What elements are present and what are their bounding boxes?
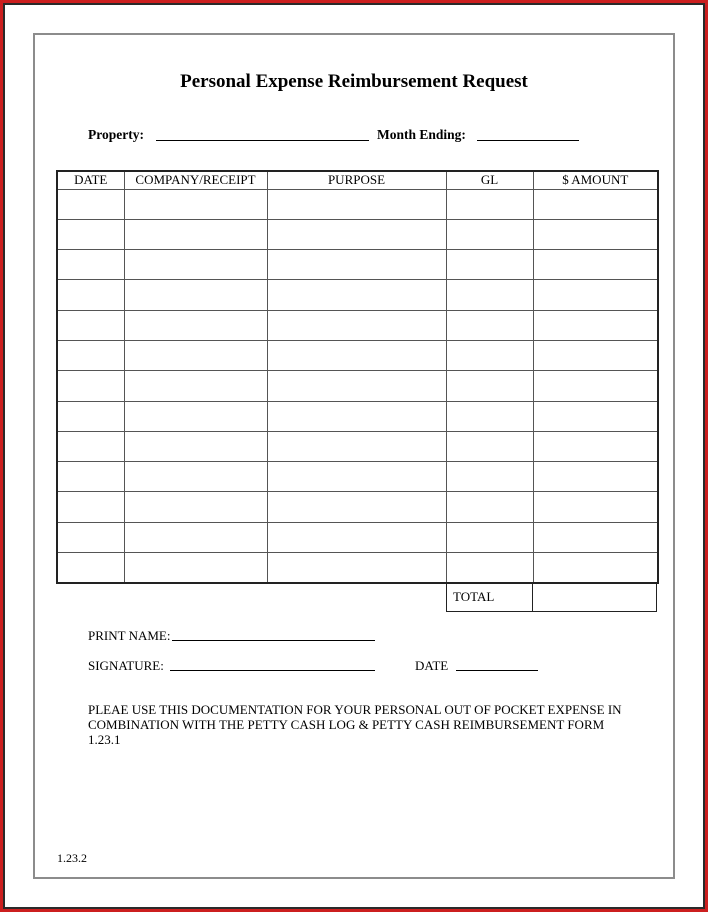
amount-cell[interactable] (533, 553, 658, 583)
amount-cell[interactable] (533, 280, 658, 310)
column-header-gl: GL (446, 171, 533, 189)
company-receipt-cell[interactable] (124, 310, 267, 340)
print-name-field[interactable] (172, 640, 375, 641)
gl-cell[interactable] (446, 401, 533, 431)
company-receipt-cell[interactable] (124, 492, 267, 522)
amount-cell[interactable] (533, 431, 658, 461)
company-receipt-cell[interactable] (124, 280, 267, 310)
instructions-note (88, 702, 648, 747)
company-receipt-cell[interactable] (124, 250, 267, 280)
date-cell[interactable] (57, 462, 124, 492)
table-row (57, 280, 658, 310)
company-receipt-cell[interactable] (124, 431, 267, 461)
expense-table (56, 170, 659, 584)
date-cell[interactable] (57, 250, 124, 280)
gl-cell[interactable] (446, 219, 533, 249)
purpose-cell[interactable] (267, 522, 446, 552)
purpose-cell[interactable] (267, 462, 446, 492)
date-cell[interactable] (57, 492, 124, 522)
date-cell[interactable] (57, 310, 124, 340)
gl-cell[interactable] (446, 492, 533, 522)
gl-cell[interactable] (446, 340, 533, 370)
amount-cell[interactable] (533, 401, 658, 431)
gl-cell[interactable] (446, 189, 533, 219)
purpose-cell[interactable] (267, 371, 446, 401)
amount-cell[interactable] (533, 310, 658, 340)
purpose-cell[interactable] (267, 189, 446, 219)
date-cell[interactable] (57, 219, 124, 249)
date-label: DATE (415, 658, 449, 673)
amount-cell[interactable] (533, 492, 658, 522)
date-cell[interactable] (57, 431, 124, 461)
column-header-purpose: PURPOSE (267, 171, 446, 189)
form-number: 1.23.2 (57, 851, 87, 865)
company-receipt-cell[interactable] (124, 340, 267, 370)
purpose-cell[interactable] (267, 219, 446, 249)
date-cell[interactable] (57, 340, 124, 370)
company-receipt-cell[interactable] (124, 219, 267, 249)
month-ending-field[interactable] (477, 140, 579, 141)
table-row (57, 401, 658, 431)
purpose-cell[interactable] (267, 340, 446, 370)
gl-cell[interactable] (446, 280, 533, 310)
purpose-cell[interactable] (267, 310, 446, 340)
table-header-row (57, 171, 658, 189)
total-label: TOTAL (446, 582, 533, 612)
table-row (57, 219, 658, 249)
form-title: Personal Expense Reimbursement Request (180, 71, 528, 92)
date-cell[interactable] (57, 553, 124, 583)
gl-cell[interactable] (446, 553, 533, 583)
table-row (57, 340, 658, 370)
date-field[interactable] (456, 670, 538, 671)
date-cell[interactable] (57, 189, 124, 219)
table-row (57, 462, 658, 492)
amount-cell[interactable] (533, 462, 658, 492)
purpose-cell[interactable] (267, 250, 446, 280)
signature-field[interactable] (170, 670, 375, 671)
property-label: Property: (88, 127, 144, 142)
column-header-date: DATE (57, 171, 124, 189)
date-cell[interactable] (57, 522, 124, 552)
company-receipt-cell[interactable] (124, 553, 267, 583)
gl-cell[interactable] (446, 522, 533, 552)
purpose-cell[interactable] (267, 401, 446, 431)
date-cell[interactable] (57, 280, 124, 310)
note-line: COMBINATION WITH THE PETTY CASH LOG & PETTY CASH REIMBURSEMENT FORM (88, 717, 605, 732)
gl-cell[interactable] (446, 462, 533, 492)
table-row (57, 250, 658, 280)
date-cell[interactable] (57, 371, 124, 401)
purpose-cell[interactable] (267, 492, 446, 522)
table-row (57, 431, 658, 461)
amount-cell[interactable] (533, 522, 658, 552)
amount-cell[interactable] (533, 340, 658, 370)
table-row (57, 189, 658, 219)
purpose-cell[interactable] (267, 280, 446, 310)
company-receipt-cell[interactable] (124, 462, 267, 492)
expense-table-body (57, 189, 658, 583)
note-line: 1.23.1 (88, 732, 121, 747)
purpose-cell[interactable] (267, 431, 446, 461)
date-cell[interactable] (57, 401, 124, 431)
company-receipt-cell[interactable] (124, 522, 267, 552)
amount-cell[interactable] (533, 250, 658, 280)
table-row (57, 553, 658, 583)
amount-cell[interactable] (533, 371, 658, 401)
table-row (57, 310, 658, 340)
purpose-cell[interactable] (267, 553, 446, 583)
company-receipt-cell[interactable] (124, 401, 267, 431)
signature-label: SIGNATURE: (88, 658, 164, 673)
column-header-company-receipt: COMPANY/RECEIPT (124, 171, 267, 189)
gl-cell[interactable] (446, 310, 533, 340)
table-row (57, 522, 658, 552)
column-header-amount: $ AMOUNT (533, 171, 658, 189)
property-field[interactable] (156, 140, 369, 141)
print-name-label: PRINT NAME: (88, 628, 171, 643)
gl-cell[interactable] (446, 431, 533, 461)
amount-cell[interactable] (533, 189, 658, 219)
total-amount-field[interactable] (533, 582, 657, 612)
company-receipt-cell[interactable] (124, 189, 267, 219)
company-receipt-cell[interactable] (124, 371, 267, 401)
table-row (57, 492, 658, 522)
gl-cell[interactable] (446, 250, 533, 280)
table-row (57, 371, 658, 401)
amount-cell[interactable] (533, 219, 658, 249)
gl-cell[interactable] (446, 371, 533, 401)
note-line: PLEAE USE THIS DOCUMENTATION FOR YOUR PERSONAL OUT OF POCKET EXPENSE IN (88, 702, 622, 717)
month-ending-label: Month Ending: (377, 127, 466, 142)
